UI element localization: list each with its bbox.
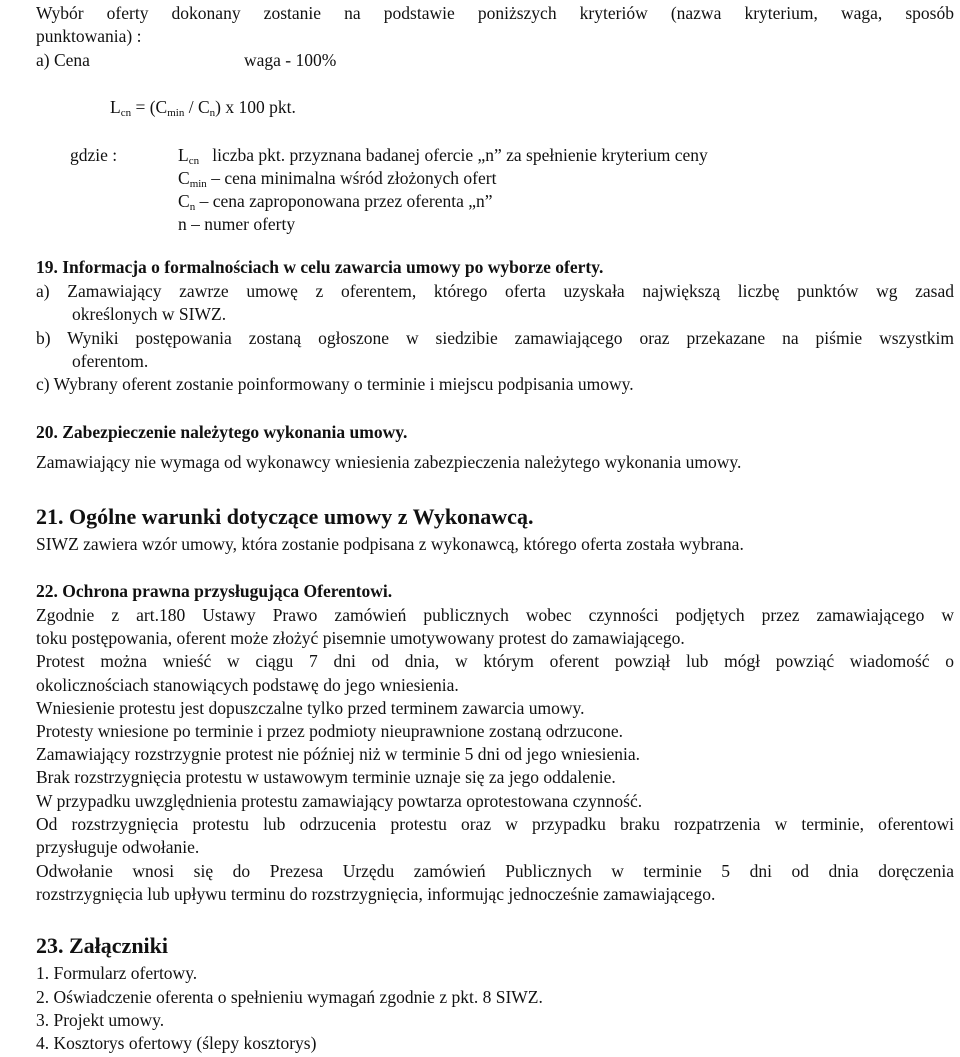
section-19-c-line-1: c) Wybrany oferent zostanie poinformowany o terminie i miejscu podpisania umowy. [36, 374, 634, 394]
section-20-title: 20. Zabezpieczenie należytego wykonania umowy. [36, 422, 408, 442]
criteria-item-a-weight: waga - 100% [244, 50, 337, 70]
attachment-item: 4. Kosztorys ofertowy (ślepy kosztorys) [36, 1033, 317, 1053]
section-23-title: 23. Załączniki [36, 933, 169, 958]
section-22-title: 22. Ochrona prawna przysługująca Oferentowi. [36, 581, 393, 601]
section-22-line: Protest można wnieść w ciągu 7 dni od dnia, w którym oferent powziął lub mógł powziąć wiadomość o [36, 651, 954, 671]
section-22-line: Zamawiający rozstrzygnie protest nie później niż w terminie 5 dni od jego wniesienia. [36, 744, 641, 764]
section-22-line: rozstrzygnięcia lub upływu terminu do rozstrzygnięcia, informując jednocześnie zamawiającego. [36, 884, 716, 904]
where-label: gdzie : [70, 145, 118, 165]
legend-n: n – numer oferty [178, 214, 296, 234]
section-19-b-line-1: b) Wyniki postępowania zostaną ogłoszone w siedzibie zamawiającego oraz przekazane na piśmie wszystkim [36, 328, 954, 348]
section-19-a-line-1: a) Zamawiający zawrze umowę z oferentem, którego oferta uzyskała największą liczbę punktów wg zasad [36, 281, 954, 301]
section-22-line: przysługuje odwołanie. [36, 837, 200, 857]
section-22-line: W przypadku uwzględnienia protestu zamawiający powtarza oprotestowana czynność. [36, 791, 643, 811]
criteria-item-a-label: a) Cena [36, 50, 90, 70]
attachment-item: 2. Oświadczenie oferenta o spełnieniu wymagań zgodnie z pkt. 8 SIWZ. [36, 987, 543, 1007]
attachment-item: 1. Formularz ofertowy. [36, 963, 198, 983]
attachment-item: 3. Projekt umowy. [36, 1010, 165, 1030]
section-22-line: Protesty wniesione po terminie i przez podmioty nieuprawnione zostaną odrzucone. [36, 721, 624, 741]
legend-cmin: $C_{min}$ – cena minimalna wśród złożonych ofert [178, 168, 497, 190]
section-19-a-line-2: określonych w SIWZ. [72, 304, 227, 324]
section-21-text: SIWZ zawiera wzór umowy, która zostanie podpisana z wykonawcą, którego oferta została wybrana. [36, 534, 744, 554]
section-22-line: Zgodnie z art.180 Ustawy Prawo zamówień publicznych wobec czynności podjętych przez zamawiającego w [36, 605, 954, 625]
section-22-line: okolicznościach stanowiących podstawę do jego wniesienia. [36, 675, 459, 695]
section-22-line: Od rozstrzygnięcia protestu lub odrzucenia protestu oraz w przypadku braku rozpatrzenia w terminie, oferentowi [36, 814, 954, 834]
section-19-b-line-2: oferentom. [72, 351, 149, 371]
section-22-line: Wniesienie protestu jest dopuszczalne tylko przed terminem zawarcia umowy. [36, 698, 585, 718]
section-20-text: Zamawiający nie wymaga od wykonawcy wniesienia zabezpieczenia należytego wykonania umowy. [36, 452, 742, 472]
section-22-line: Odwołanie wnosi się do Prezesa Urzędu zamówień Publicznych w terminie 5 dni od dnia doręczenia [36, 861, 954, 881]
section-22-line: Brak rozstrzygnięcia protestu w ustawowym terminie uznaje się za jego oddalenie. [36, 767, 616, 787]
price-formula: $L_{cn} = (C_{min} / C_n)$ x 100 pkt. [110, 97, 296, 119]
legend-cn: $C_n$ – cena zaproponowana przez oferenta „n” [178, 191, 493, 213]
legend-lcn: $L_{cn}$ liczba pkt. przyznana badanej ofercie „n” za spełnienie kryterium ceny [178, 145, 708, 167]
criteria-intro-line-1: Wybór oferty dokonany zostanie na podstawie poniższych kryteriów (nazwa kryterium, waga, sposób [36, 3, 954, 23]
section-19-title: 19. Informacja o formalnościach w celu zawarcia umowy po wyborze oferty. [36, 257, 604, 277]
criteria-intro-line-2: punktowania) : [36, 26, 142, 46]
section-22-line: toku postępowania, oferent może złożyć pisemnie umotywowany protest do zamawiającego. [36, 628, 685, 648]
section-21-title: 21. Ogólne warunki dotyczące umowy z Wykonawcą. [36, 504, 534, 529]
criteria-item-a [36, 49, 90, 71]
